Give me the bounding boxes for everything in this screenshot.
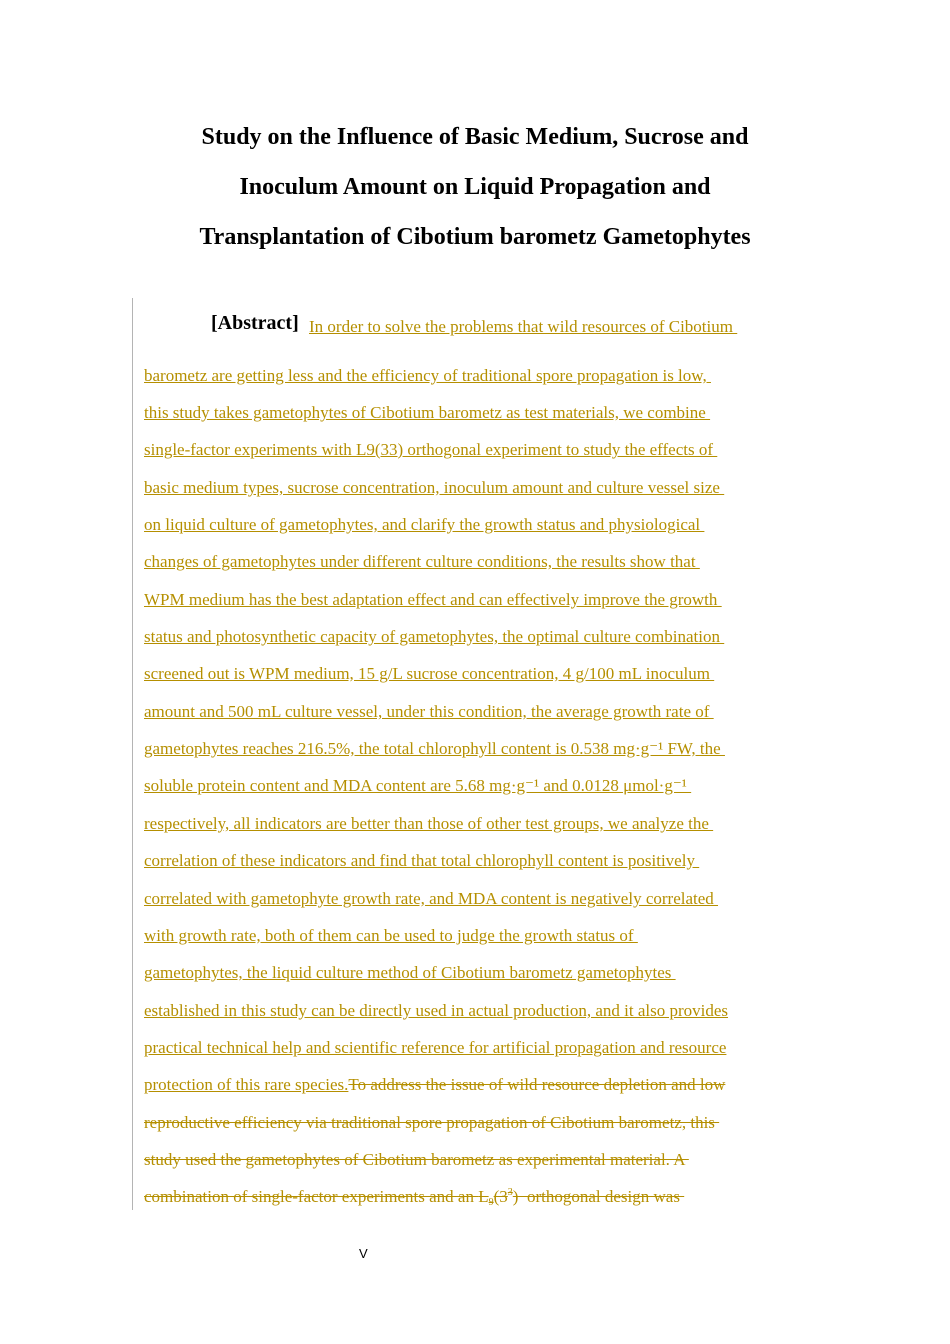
inserted-line: amount and 500 mL culture vessel, under this condition, the average growth rate of: [144, 702, 714, 721]
inserted-line: gametophytes reaches 216.5%, the total chlorophyll content is 0.538 mg·g⁻¹ FW, the: [144, 739, 725, 758]
deleted-line: study used the gametophytes of Cibotium barometz as experimental material. A: [144, 1150, 689, 1169]
deleted-line: reproductive efficiency via traditional spore propagation of Cibotium barometz, this: [144, 1113, 720, 1132]
formula-paren-open: (3: [493, 1187, 508, 1206]
inserted-line: status and photosynthetic capacity of gametophytes, the optimal culture combination: [144, 627, 725, 646]
inserted-line: changes of gametophytes under different culture conditions, the results show that: [144, 552, 700, 571]
inserted-line: this study takes gametophytes of Cibotium barometz as test materials, we combine: [144, 403, 711, 422]
formula-subscript: 9: [488, 1197, 494, 1208]
inserted-text: protection of this rare species.: [144, 1075, 349, 1094]
inserted-line: single-factor experiments with L9(33) orthogonal experiment to study the effects of: [144, 440, 718, 459]
deleted-text: To address the issue of wild resource depletion and low: [348, 1075, 726, 1094]
formula-superscript: 3: [507, 1187, 513, 1198]
inserted-line: correlation of these indicators and find that total chlorophyll content is positively: [144, 851, 700, 870]
mixed-revision-line: [144, 1075, 725, 1095]
inserted-line: correlated with gametophyte growth rate, and MDA content is negatively correlated: [144, 889, 719, 908]
title-line-3: Transplantation of Cibotium barometz Gametophytes: [199, 224, 751, 250]
deleted-line: combination of single-factor experiments and an $L_9(3^3)$ orthogonal design was: [144, 1187, 685, 1208]
formula-base: L: [478, 1187, 489, 1206]
formula-paren-close: ): [512, 1187, 519, 1206]
title-line-1: Study on the Influence of Basic Medium, Sucrose and: [201, 124, 749, 150]
inserted-line: basic medium types, sucrose concentration, inoculum amount and culture vessel size: [144, 478, 725, 497]
inserted-line: WPM medium has the best adaptation effect and can effectively improve the growth: [144, 590, 722, 609]
title-line-2: Inoculum Amount on Liquid Propagation and: [239, 174, 711, 200]
inserted-line: screened out is WPM medium, 15 g/L sucrose concentration, 4 g/100 mL inoculum: [144, 664, 715, 683]
inserted-line: established in this study can be directly used in actual production, and it also provides: [144, 1001, 729, 1020]
deleted-tail: orthogonal design was: [518, 1187, 685, 1206]
inserted-line: with growth rate, both of them can be used to judge the growth status of: [144, 926, 638, 945]
page-number: V: [359, 1246, 368, 1261]
inserted-line: In order to solve the problems that wild resources of Cibotium: [309, 317, 738, 336]
inserted-line: gametophytes, the liquid culture method of Cibotium barometz gametophytes: [144, 963, 676, 982]
inserted-line: barometz are getting less and the efficiency of traditional spore propagation is low,: [144, 366, 711, 385]
inserted-line: practical technical help and scientific reference for artificial propagation and resource: [144, 1038, 727, 1057]
revision-change-bar: [132, 298, 133, 1210]
inserted-line: on liquid culture of gametophytes, and clarify the growth status and physiological: [144, 515, 705, 534]
abstract-label: [Abstract]: [211, 312, 299, 334]
inserted-line: soluble protein content and MDA content are 5.68 mg·g⁻¹ and 0.0128 μmol·g⁻¹: [144, 776, 692, 795]
inserted-line: respectively, all indicators are better than those of other test groups, we analyze the: [144, 814, 714, 833]
